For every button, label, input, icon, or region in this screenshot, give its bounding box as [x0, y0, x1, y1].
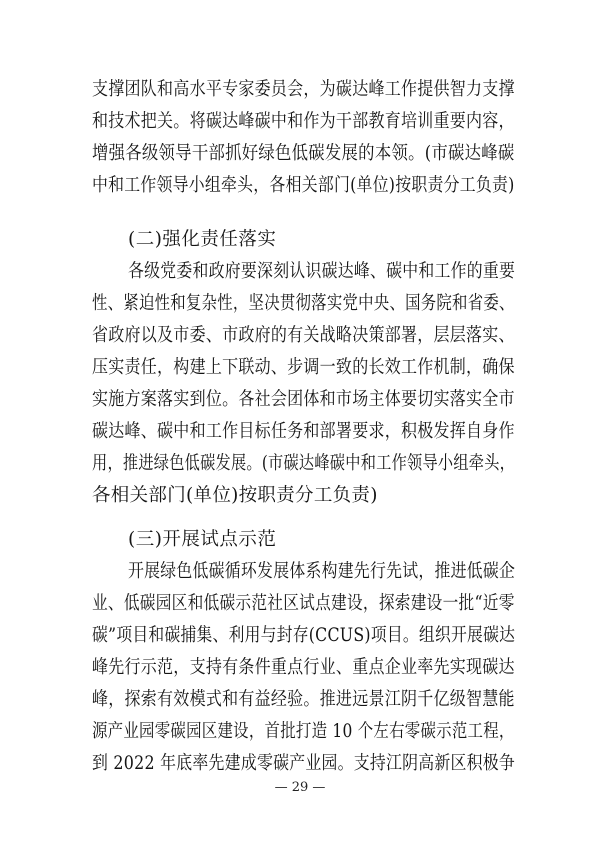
section-heading-text: (二)强化责任落实: [128, 229, 277, 250]
text-line: [0, 288, 600, 320]
text-line: [0, 352, 600, 384]
text-line-content: 压实责任，构建上下联动、步调一致的长效工作机制，确保: [92, 357, 515, 378]
text-line-content: 各相关部门(单位)按职责分工负责): [92, 485, 378, 506]
text-line: [0, 620, 600, 652]
text-line-content: 源产业园零碳园区建设，首批打造 10 个左右零碳示范工程，: [92, 721, 515, 742]
text-line-content: 业、低碳园区和低碳示范社区试点建设，探索建设一批“近零: [92, 593, 515, 614]
text-line: [0, 748, 600, 780]
text-line: [0, 384, 600, 416]
text-line-content: 碳达峰、碳中和工作目标任务和部署要求，积极发挥自身作: [92, 421, 515, 442]
text-line: [0, 74, 600, 106]
text-line-content: 性、紧迫性和复杂性，坚决贯彻落实党中央、国务院和省委、: [92, 293, 515, 314]
text-line: [0, 652, 600, 684]
section-heading: [0, 224, 600, 256]
text-line-content: 碳”项目和碳捕集、利用与封存(CCUS)项目。组织开展碳达: [92, 625, 516, 646]
text-line: [0, 716, 600, 748]
text-line-content: 增强各级领导干部抓好绿色低碳发展的本领。(市碳达峰碳: [92, 143, 515, 164]
text-line: [0, 588, 600, 620]
text-line: [0, 106, 600, 138]
text-line: [0, 170, 600, 202]
text-line: [0, 684, 600, 716]
text-line: [0, 480, 600, 512]
text-line: [0, 416, 600, 448]
text-line-content: 和技术把关。将碳达峰碳中和作为干部教育培训重要内容，: [92, 111, 515, 132]
text-line: [0, 320, 600, 352]
text-line-content: 到 2022 年底率先建成零碳产业园。支持江阴高新区积极争: [92, 753, 516, 774]
text-line: [0, 556, 600, 588]
page-number: — 29 —: [274, 780, 326, 795]
text-line: [0, 256, 600, 288]
section-heading: [0, 524, 600, 556]
text-line-content: 开展绿色低碳循环发展体系构建先行先试，推进低碳企: [128, 561, 516, 582]
section-heading-text: (三)开展试点示范: [128, 529, 277, 550]
text-line-content: 支撑团队和高水平专家委员会，为碳达峰工作提供智力支撑: [92, 79, 515, 100]
text-line: [0, 448, 600, 480]
text-line-content: 用，推进绿色低碳发展。(市碳达峰碳中和工作领导小组牵头，: [92, 453, 516, 474]
text-line: [0, 138, 600, 170]
text-line-content: 省政府以及市委、市政府的有关战略决策部署，层层落实、: [92, 325, 515, 346]
text-line-content: 各级党委和政府要深刻认识碳达峰、碳中和工作的重要: [128, 261, 516, 282]
text-line-content: 峰先行示范，支持有条件重点行业、重点企业率先实现碳达: [92, 657, 515, 678]
text-line-content: 实施方案落实到位。各社会团体和市场主体要切实落实全市: [92, 389, 515, 410]
text-line-content: 中和工作领导小组牵头，各相关部门(单位)按职责分工负责): [92, 175, 515, 196]
text-line-content: 峰，探索有效模式和有益经验。推进远景江阴千亿级智慧能: [92, 689, 515, 710]
